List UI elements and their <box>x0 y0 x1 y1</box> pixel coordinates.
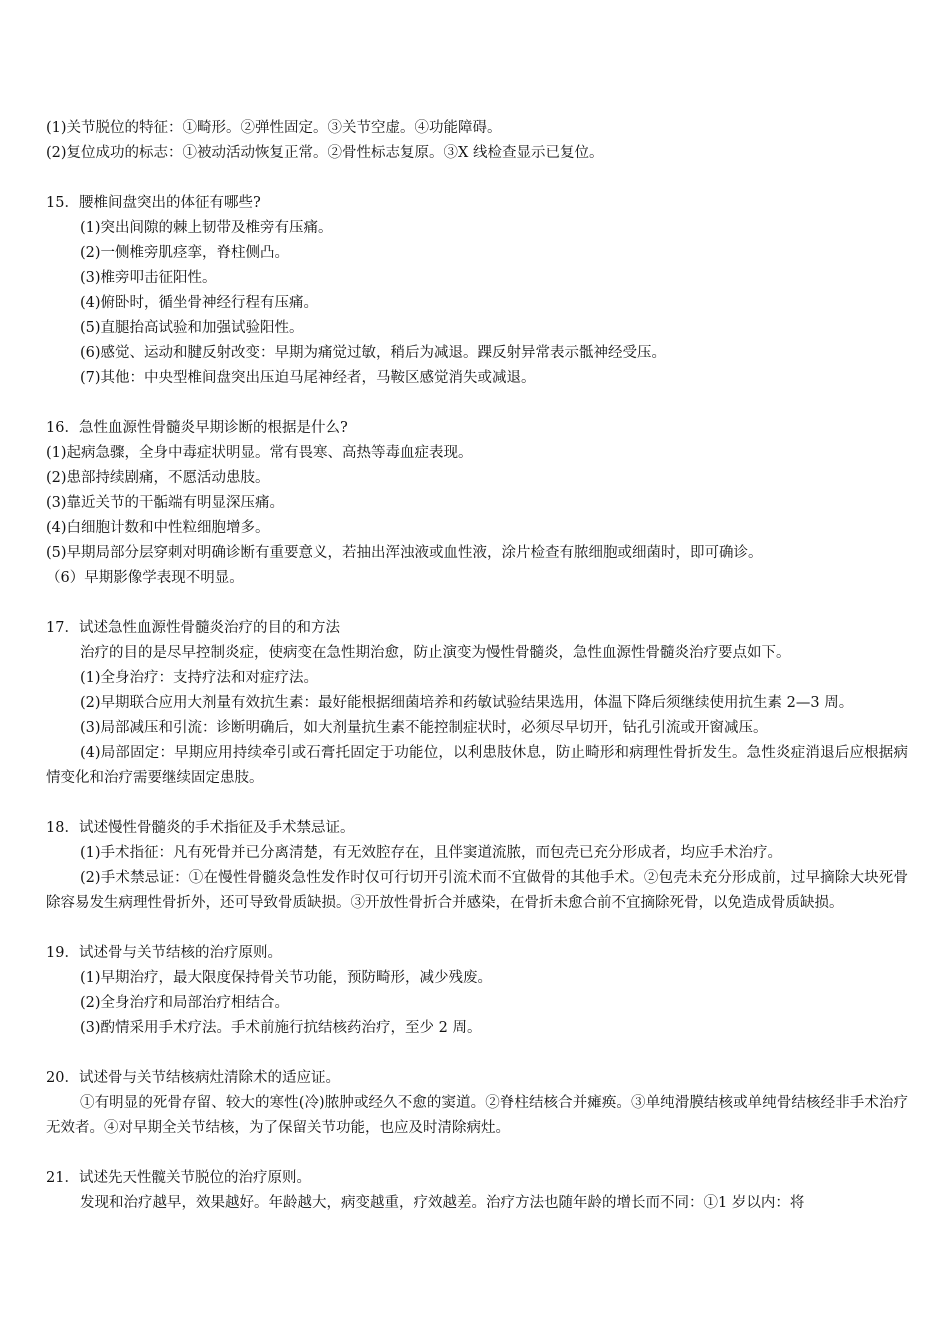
list-item: (2)全身治疗和局部治疗相结合。 <box>80 995 290 1011</box>
list-item: (2)一侧椎旁肌痉挛，脊柱侧凸。 <box>80 245 290 261</box>
list-item: (1)全身治疗：支持疗法和对症疗法。 <box>80 670 319 686</box>
paragraph: 发现和治疗越早，效果越好。年龄越大，病变越重，疗效越差。治疗方法也随年龄的增长而不同：①1 岁以内：将 <box>80 1195 805 1211</box>
list-item: (3)椎旁叩击征阳性。 <box>80 270 217 286</box>
intro-section <box>46 116 908 166</box>
paragraph: 治疗的目的是尽早控制炎症，使病变在急性期治愈，防止演变为慢性骨髓炎，急性血源性骨髓炎治疗要点如下。 <box>80 645 791 661</box>
question-16 <box>46 416 908 591</box>
list-item: (1)早期治疗，最大限度保持骨关节功能，预防畸形，减少残废。 <box>80 970 493 986</box>
list-item: (1)起病急骤，全身中毒症状明显。常有畏寒、高热等毒血症表现。 <box>46 445 473 461</box>
list-item: (3)酌情采用手术疗法。手术前施行抗结核药治疗，至少 2 周。 <box>80 1020 482 1036</box>
list-item: (1)突出间隙的棘上韧带及椎旁有压痛。 <box>80 220 333 236</box>
list-item: (4)局部固定：早期应用持续牵引或石膏托固定于功能位，以利患肢休息，防止畸形和病理性骨折发生。急性炎症消退后应根据病情变化和治疗需要继续固定患肢。 <box>46 745 908 786</box>
list-item: (4)俯卧时，循坐骨神经行程有压痛。 <box>80 295 319 311</box>
list-item: (4)白细胞计数和中性粒细胞增多。 <box>46 520 270 536</box>
list-item: (5)早期局部分层穿刺对明确诊断有重要意义，若抽出浑浊液或血性液，涂片检查有脓细胞或细菌时，即可确诊。 <box>46 545 763 561</box>
list-item: (1)手术指征：凡有死骨并已分离清楚，有无效腔存在，且伴窦道流脓，而包壳已充分形成者，均应手术治疗。 <box>80 845 783 861</box>
question-title: 20．试述骨与关节结核病灶清除术的适应证。 <box>46 1070 340 1086</box>
question-19 <box>46 941 908 1041</box>
paragraph: ①有明显的死骨存留、较大的寒性(冷)脓肿或经久不愈的窦道。②脊柱结核合并瘫痪。③单纯滑膜结核或单纯骨结核经非手术治疗无效者。④对早期全关节结核，为了保留关节功能，也应及时清除病灶。 <box>46 1095 908 1136</box>
list-item: (7)其他：中央型椎间盘突出压迫马尾神经者，马鞍区感觉消失或减退。 <box>80 370 536 386</box>
question-17 <box>46 616 908 791</box>
question-21 <box>46 1166 908 1216</box>
list-item: （6）早期影像学表现不明显。 <box>46 570 244 586</box>
list-item: (2)早期联合应用大剂量有效抗生素：最好能根据细菌培养和药敏试验结果选用，体温下降后须继续使用抗生素 2—3 周。 <box>80 695 854 711</box>
question-title: 16．急性血源性骨髓炎早期诊断的根据是什么? <box>46 420 348 436</box>
intro-line: (1)关节脱位的特征：①畸形。②弹性固定。③关节空虚。④功能障碍。 <box>46 120 502 136</box>
question-20 <box>46 1066 908 1141</box>
question-title: 17．试述急性血源性骨髓炎治疗的目的和方法 <box>46 620 340 636</box>
list-item: (3)靠近关节的干骺端有明显深压痛。 <box>46 495 285 511</box>
question-15 <box>46 191 908 391</box>
question-title: 19．试述骨与关节结核的治疗原则。 <box>46 945 282 961</box>
list-item: (2)手术禁忌证：①在慢性骨髓炎急性发作时仅可行切开引流术而不宜做骨的其他手术。②包壳未充分形成前，过早摘除大块死骨除容易发生病理性骨折外，还可导致骨质缺损。③开放性骨折合并感染，在骨折未愈合前不宜摘除死骨，以免造成骨质缺损。 <box>46 870 908 911</box>
question-title: 21．试述先天性髋关节脱位的治疗原则。 <box>46 1170 311 1186</box>
question-title: 15．腰椎间盘突出的体征有哪些? <box>46 195 261 211</box>
list-item: (6)感觉、运动和腱反射改变：早期为痛觉过敏，稍后为减退。踝反射异常表示骶神经受压。 <box>80 345 667 361</box>
intro-line: (2)复位成功的标志：①被动活动恢复正常。②骨性标志复原。③X 线检查显示已复位。 <box>46 145 604 161</box>
list-item: (2)患部持续剧痛，不愿活动患肢。 <box>46 470 270 486</box>
list-item: (3)局部减压和引流：诊断明确后，如大剂量抗生素不能控制症状时，必须尽早切开，钻孔引流或开窗减压。 <box>80 720 768 736</box>
list-item: (5)直腿抬高试验和加强试验阳性。 <box>80 320 304 336</box>
question-18 <box>46 816 908 916</box>
question-title: 18．试述慢性骨髓炎的手术指征及手术禁忌证。 <box>46 820 355 836</box>
document-page <box>46 116 908 1216</box>
